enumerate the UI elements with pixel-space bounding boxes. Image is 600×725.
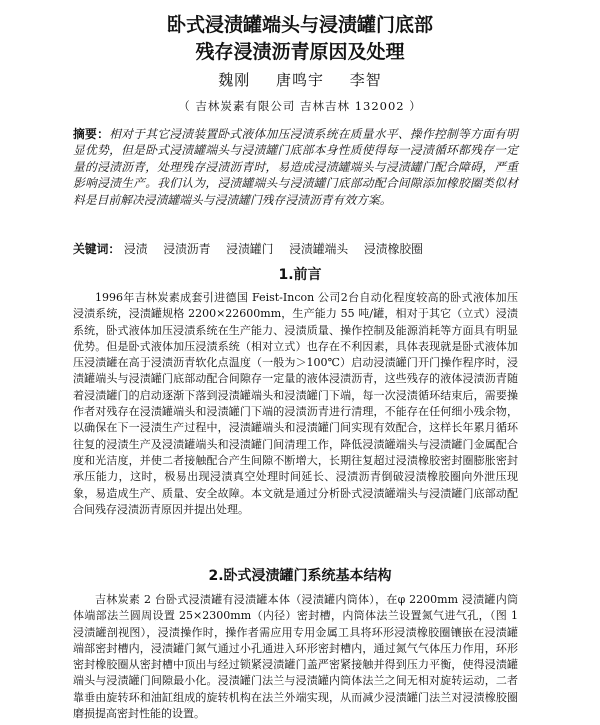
keywords xyxy=(73,241,518,257)
abstract-label: 摘要： xyxy=(73,127,110,141)
keyword: 浸渍罐端头 xyxy=(289,242,349,256)
author-name: 李智 xyxy=(349,71,382,89)
section-heading-introduction: 1.前言 xyxy=(278,267,322,283)
section-heading-structure: 2.卧式浸渍罐门系统基本结构 xyxy=(208,568,392,584)
section-body-structure: 吉林炭素 2 台卧式浸渍罐有浸渍罐本体（浸渍罐内筒体），在φ 2200mm 浸渍罐内筒体端部法兰圆周设置 25×2300mm（内径）密封槽，内筒体法兰设置氮气进气孔，（图 1 浸渍罐剖视图），浸渍操作时，操作者需应用专用金属工具将环形浸渍橡胶圈镶嵌在浸渍罐端部密封槽内，浸渍罐门氮气通过小孔通进入环形密封槽内，通过氮气气体压力作用，环形密封橡胶圈从密封槽中顶出与经过锁紧浸渍罐门盖严密紧接触并得到压力平衡，使得浸渍罐端头与浸渍罐门间隙最小化。浸渍罐门法兰与浸渍罐内筒体法兰之间无相对旋转运动，二者靠垂由旋转环和油缸组成的旋转机构在法兰外端实现，从而减少浸渍罐门法兰对浸渍橡胶圈磨损提高密封性能的设置。 xyxy=(73,593,518,721)
section-body-introduction: 1996年吉林炭素成套引进德国 Feist-Incon 公司2台自动化程度较高的卧式液体加压浸渍系统，浸渍罐规格 2200×22600mm，生产能力 55 吨/罐，相对于其它（立式）浸渍系统，卧式液体加压浸渍系统在生产能力、浸渍质量、操作控制及能源消耗等方面具有明显优势。但是卧式液体加压浸渍系统（相对立式）也存在不利因素，具体表现就是卧式液体加压浸渍罐在高于浸渍沥青软化点温度（一般为＞100℃）启动浸渍罐门开门操作程序时，浸渍罐端头与浸渍罐门底部动配合间隙存一定量的液体浸渍沥青，这些残存的液体浸渍沥青随着浸渍罐门的启动逐渐下落到浸渍罐端头和浸渍罐门下端，每一次浸渍循环结束后，需要操作者对残存在浸渍罐端头和浸渍罐门下端的浸渍沥青进行清理，不能存在任何细小残余物，以确保在下一浸渍生产过程中，浸渍罐端头和浸渍罐门间实现有效配合，这样长年累月循环往复的浸渍生产及浸渍罐端头和浸渍罐门间清理工作，降低浸渍罐端头与浸渍罐门金属配合度和光洁度，并使二者接触配合产生间隙不断增大，长期往复超过浸渍橡胶密封圈膨胀密封承压能力，这时，极易出现浸渍真空处理时间延长、浸渍沥青倒破浸渍橡胶圈向外泄压现象，易造成生产、质量、安全故障。本文就是通过分析卧式浸渍罐端头与浸渍罐门底部动配合间残存浸渍沥青原因并提出处理。 xyxy=(73,291,518,516)
paper-title-line1: 卧式浸渍罐端头与浸渍罐门底部 xyxy=(166,14,433,36)
keyword: 浸渍 xyxy=(123,242,148,256)
keyword: 浸渍橡胶圈 xyxy=(363,242,423,256)
author-name: 唐鸣宇 xyxy=(275,71,324,89)
keyword: 浸渍沥青 xyxy=(163,242,211,256)
paper-title-line2: 残存浸渍沥青原因及处理 xyxy=(195,41,405,63)
affiliation: （ 吉林炭素有限公司 吉林吉林 132002 ） xyxy=(178,99,422,113)
keywords-label: 关键词： xyxy=(73,242,121,256)
abstract-text: 相对于其它浸渍装置卧式液体加压浸渍系统在质量水平、操作控制等方面有明显优势，但是卧式浸渍罐端头与浸渍罐门底部本身性质使得每一浸渍循环都残存一定量的浸渍沥青，处理残存浸渍沥青时，易造成浸渍罐端头与浸渍罐门配合障碍，严重影响浸渍生产。我们认为，浸渍罐端头与浸渍罐门底部动配合间隙添加橡胶圈类似材料是目前解决浸渍罐端头与浸渍罐门残存浸渍沥青有效方案。 xyxy=(73,127,518,207)
author-name: 魏刚 xyxy=(218,71,251,89)
abstract xyxy=(73,126,518,208)
keyword: 浸渍罐门 xyxy=(226,242,274,256)
author-list xyxy=(0,70,600,90)
